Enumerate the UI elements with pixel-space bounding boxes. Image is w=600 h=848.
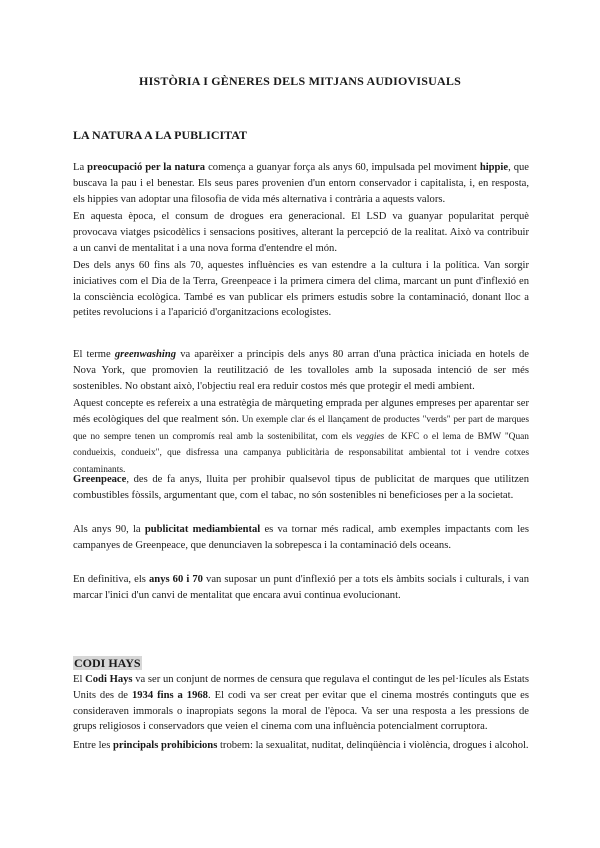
section-heading-nature: LA NATURA A LA PUBLICITAT	[73, 128, 248, 142]
document-title: HISTÒRIA I GÈNERES DELS MITJANS AUDIOVISUALS	[139, 74, 461, 88]
bold-term: publicitat mediambiental	[144, 524, 261, 535]
text-run: de KFC o el lema de BMW "Quan condueixis, condueix", que disfressa una campanya publicitària de responsabilitat ambiental tot i vendre cotxes contaminants.	[73, 431, 529, 476]
text-run: Aquest concepte es refereix a una estratègia de màrqueting emprada per algunes empreses per aparentar ser més ecològiques del que realment són.	[73, 398, 529, 425]
bold-term: principals prohibicions	[113, 740, 218, 751]
text-run: La	[73, 162, 88, 173]
paragraph-conclusion	[73, 572, 529, 604]
paragraph-concept	[73, 396, 529, 479]
italic-term: veggies	[356, 431, 385, 442]
paragraph-nature-intro	[73, 160, 529, 207]
text-run: va ser un conjunt de normes de censura que regulava el contingut de les pel·lícules als Estats Units des de	[73, 674, 529, 701]
text-run: El	[73, 674, 86, 685]
paragraph-hays-code	[73, 672, 529, 735]
section-heading-hays-code	[73, 656, 142, 671]
bold-term: Codi Hays	[85, 674, 133, 685]
text-run: , des de fa anys, lluita per prohibir qualsevol tipus de publicitat de marques que utilitzen combustibles fòssils, argumentant que, com el tabac, no són sostenibles ni beneficioses per a la societat.	[73, 474, 529, 501]
paragraph-greenpeace	[73, 472, 529, 504]
text-run: El terme	[73, 349, 115, 360]
text-run: van suposar un punt d'inflexió per a tots els àmbits socials i culturals, i van marcar l'inici d'un canvi de mentalitat que encara avui continua evolucionant.	[73, 574, 529, 601]
bold-italic-term: greenwashing	[114, 349, 177, 360]
bold-term: Greenpeace	[73, 474, 127, 485]
bold-term: preocupació per la natura	[87, 162, 206, 173]
highlighted-heading: CODI HAYS	[74, 656, 141, 670]
text-run: Entre les	[73, 740, 114, 751]
text-run: , que buscava la pau i el benestar. Els seus pares provenien d'un entorn conservador i capitalista, i, en resposta, els hippies van adoptar una filosofia de vida més alternativa i contrària a aquests valors.	[73, 162, 529, 205]
text-run: . El codi va ser creat per evitar que el cinema mostrés continguts que es consideraven immorals o inapropiats segons la moral de l'època. Va ser una resposta a les pressions de grups religiosos i conservadors que veien el cinema com una influència potencialment corruptora.	[73, 689, 529, 733]
paragraph-nineties	[73, 522, 529, 554]
text-run: Un exemple clar és el llançament de productes "verds" per part de marques que no sempre tenen un compromís real amb la sostenibilitat, com els	[73, 414, 529, 442]
text-run: va aparèixer a principis dels anys 80 arran d'una pràctica iniciada en hotels de Nova York, que promovien la reutilització de les tovalloles amb la suposada intenció de ser més sostenibles. No obstant això, l'objectiu real era reduir costos més que protegir el medi ambient.	[73, 349, 529, 392]
text-run: En definitiva, els	[73, 574, 149, 585]
bold-term: 1934 fins a 1968	[131, 689, 208, 701]
text-run: Als anys 90, la	[73, 524, 145, 535]
paragraph-greenwashing	[73, 347, 529, 394]
paragraph-influences: Des dels anys 60 fins als 70, aquestes influències es van estendre a la cultura i la política. Van sorgir iniciatives com el Dia de la Terra, Greenpeace i la primera cimera del clima, marcant un punt d'inflexió en la consciència ecològica. També es van publicar els primers estudis sobre la contaminació, donant lloc a petites revolucions i a l'aparició d'organitzacions ecologistes.	[73, 260, 529, 319]
text-run: es va tornar més radical, amb exemples impactants com les campanyes de Greenpeace, que denunciaven la sobrepesca i la contaminació dels oceans.	[73, 524, 529, 551]
text-run: comença a guanyar força als anys 60, impulsada pel moviment	[205, 162, 480, 173]
paragraph-prohibitions	[73, 738, 529, 754]
paragraph-drugs: En aquesta època, el consum de drogues era generacional. El LSD va guanyar popularitat perquè provocava viatges psicodèlics i sensacions positives, alterant la percepció de la realitat. Això va contribuir a un canvi de mentalitat i a una nova forma d'entendre el món.	[73, 211, 529, 254]
bold-term: anys 60 i 70	[149, 574, 203, 585]
text-run: trobem: la sexualitat, nuditat, delinqüència i violència, drogues i alcohol.	[217, 740, 529, 751]
bold-term: hippie	[479, 162, 509, 173]
